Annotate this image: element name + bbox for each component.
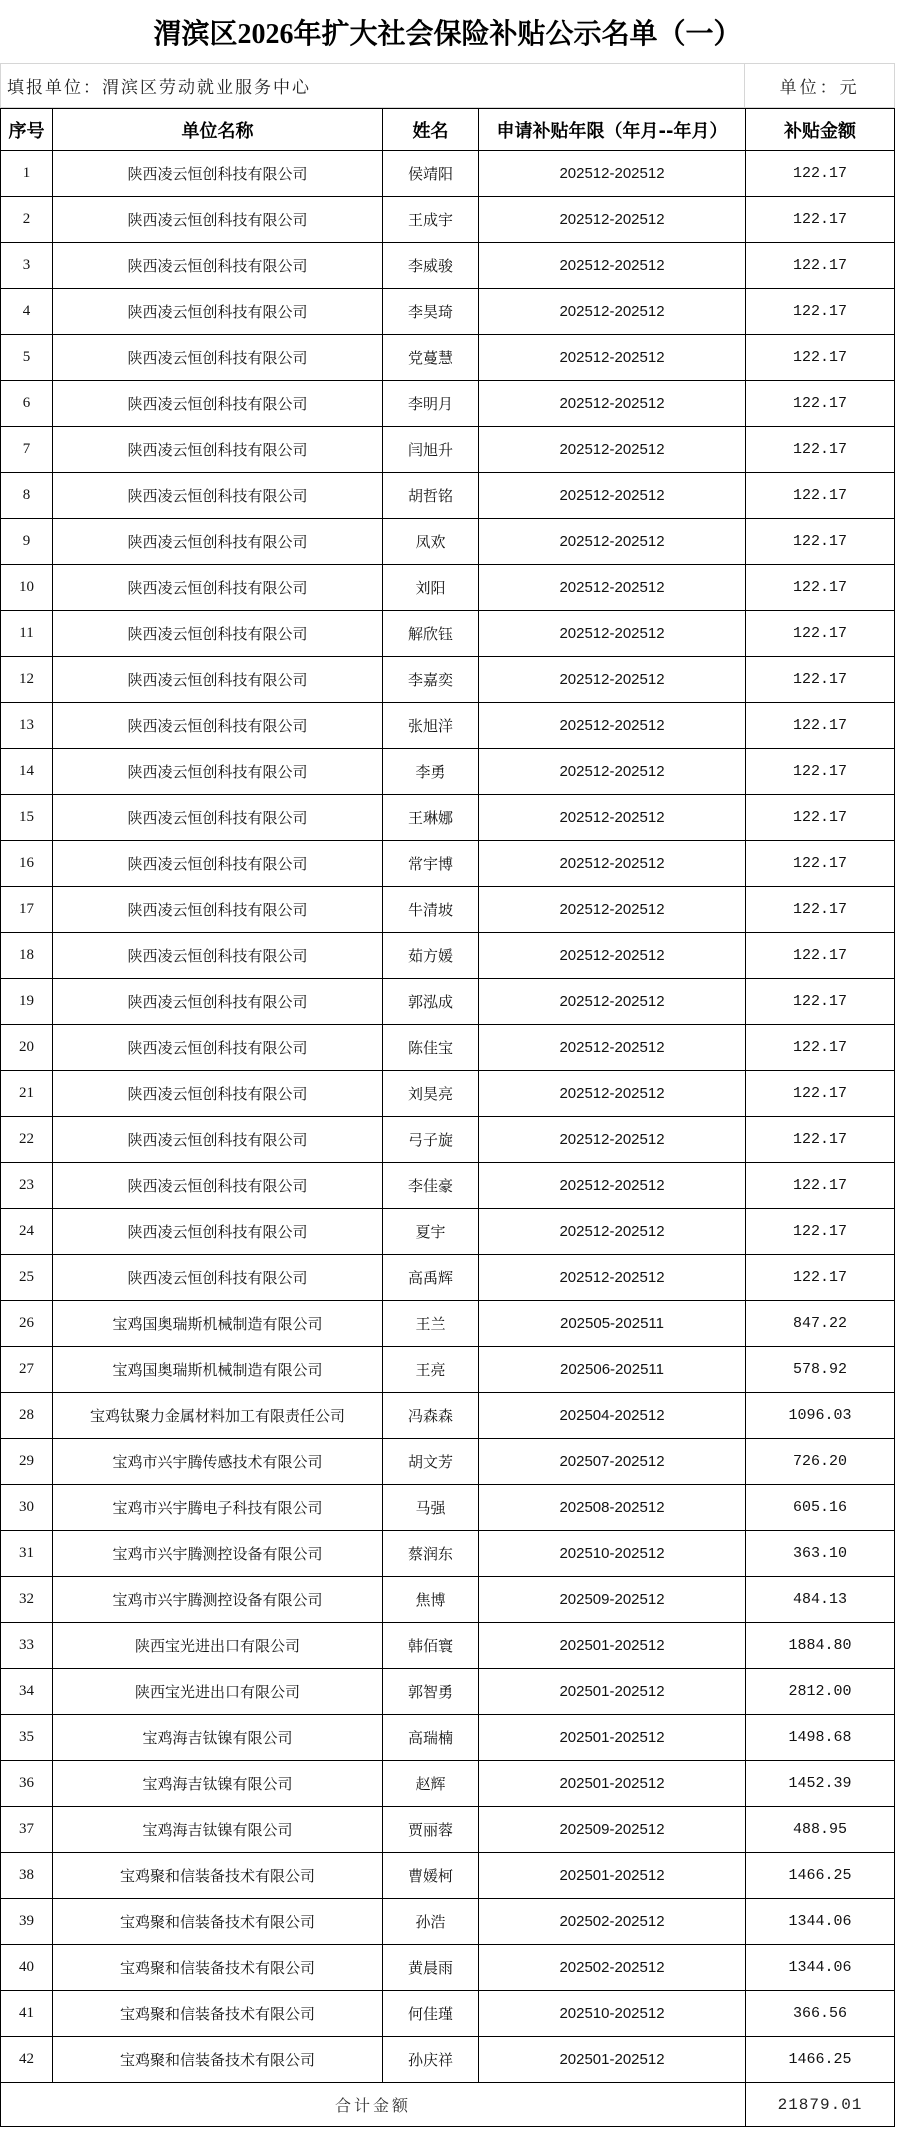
row-number: 32 (1, 1577, 53, 1623)
subsidy-amount: 122.17 (746, 703, 895, 749)
subsidy-amount: 122.17 (746, 1071, 895, 1117)
company-name: 陕西凌云恒创科技有限公司 (53, 565, 383, 611)
total-label: 合计金额 (1, 2083, 746, 2127)
table-row (1, 1669, 895, 1715)
subsidy-amount: 122.17 (746, 1025, 895, 1071)
subsidy-amount: 1452.39 (746, 1761, 895, 1807)
subsidy-period: 202512-202512 (479, 473, 746, 519)
table-row (1, 1209, 895, 1255)
person-name: 高瑞楠 (383, 1715, 479, 1761)
subsidy-period: 202501-202512 (479, 1669, 746, 1715)
subsidy-amount: 122.17 (746, 1209, 895, 1255)
subsidy-period: 202510-202512 (479, 1991, 746, 2037)
total-row (1, 2083, 895, 2127)
subsidy-period: 202512-202512 (479, 887, 746, 933)
person-name: 冯森森 (383, 1393, 479, 1439)
subsidy-period: 202502-202512 (479, 1945, 746, 1991)
company-name: 宝鸡国奥瑞斯机械制造有限公司 (53, 1347, 383, 1393)
subsidy-amount: 122.17 (746, 519, 895, 565)
currency-unit: 单位：元 (745, 64, 895, 108)
table-row (1, 1945, 895, 1991)
company-name: 陕西凌云恒创科技有限公司 (53, 151, 383, 197)
subsidy-amount: 122.17 (746, 933, 895, 979)
subsidy-amount: 1498.68 (746, 1715, 895, 1761)
table-row (1, 197, 895, 243)
person-name: 刘昊亮 (383, 1071, 479, 1117)
table-row (1, 2037, 895, 2083)
total-amount: 21879.01 (746, 2083, 895, 2127)
table-row (1, 749, 895, 795)
company-name: 宝鸡聚和信装备技术有限公司 (53, 1853, 383, 1899)
subsidy-amount: 122.17 (746, 243, 895, 289)
table-row (1, 1853, 895, 1899)
person-name: 高禹辉 (383, 1255, 479, 1301)
subsidy-period: 202502-202512 (479, 1899, 746, 1945)
subsidy-amount: 847.22 (746, 1301, 895, 1347)
table-row (1, 933, 895, 979)
table-row (1, 1163, 895, 1209)
row-number: 39 (1, 1899, 53, 1945)
person-name: 王成宇 (383, 197, 479, 243)
person-name: 王亮 (383, 1347, 479, 1393)
header-person-name: 姓名 (383, 109, 479, 151)
row-number: 4 (1, 289, 53, 335)
row-number: 34 (1, 1669, 53, 1715)
table-row (1, 1071, 895, 1117)
company-name: 宝鸡海吉钛镍有限公司 (53, 1715, 383, 1761)
table-row (1, 1807, 895, 1853)
subsidy-period: 202512-202512 (479, 657, 746, 703)
subsidy-amount: 122.17 (746, 335, 895, 381)
info-row (0, 64, 895, 108)
subsidy-period: 202512-202512 (479, 519, 746, 565)
row-number: 8 (1, 473, 53, 519)
subsidy-period: 202509-202512 (479, 1807, 746, 1853)
table-row (1, 887, 895, 933)
row-number: 28 (1, 1393, 53, 1439)
person-name: 韩佰寰 (383, 1623, 479, 1669)
subsidy-amount: 122.17 (746, 289, 895, 335)
reporting-unit: 填报单位：渭滨区劳动就业服务中心 (1, 64, 745, 108)
subsidy-period: 202512-202512 (479, 1163, 746, 1209)
company-name: 陕西凌云恒创科技有限公司 (53, 243, 383, 289)
row-number: 27 (1, 1347, 53, 1393)
table-body (1, 151, 895, 2083)
table-row (1, 151, 895, 197)
person-name: 常宇博 (383, 841, 479, 887)
table-row (1, 611, 895, 657)
company-name: 陕西宝光进出口有限公司 (53, 1623, 383, 1669)
row-number: 37 (1, 1807, 53, 1853)
header-subsidy-amount: 补贴金额 (746, 109, 895, 151)
row-number: 23 (1, 1163, 53, 1209)
person-name: 李佳豪 (383, 1163, 479, 1209)
person-name: 郭泓成 (383, 979, 479, 1025)
row-number: 17 (1, 887, 53, 933)
company-name: 陕西凌云恒创科技有限公司 (53, 289, 383, 335)
subsidy-amount: 488.95 (746, 1807, 895, 1853)
table-row (1, 1485, 895, 1531)
subsidy-amount: 122.17 (746, 197, 895, 243)
subsidy-amount: 484.13 (746, 1577, 895, 1623)
person-name: 王琳娜 (383, 795, 479, 841)
table-row (1, 335, 895, 381)
person-name: 胡哲铭 (383, 473, 479, 519)
subsidy-period: 202512-202512 (479, 197, 746, 243)
table-row (1, 289, 895, 335)
subsidy-amount: 122.17 (746, 979, 895, 1025)
person-name: 凤欢 (383, 519, 479, 565)
row-number: 40 (1, 1945, 53, 1991)
subsidy-amount: 1884.80 (746, 1623, 895, 1669)
subsidy-amount: 122.17 (746, 565, 895, 611)
subsidy-period: 202512-202512 (479, 1255, 746, 1301)
company-name: 陕西凌云恒创科技有限公司 (53, 841, 383, 887)
company-name: 陕西宝光进出口有限公司 (53, 1669, 383, 1715)
person-name: 孙庆祥 (383, 2037, 479, 2083)
person-name: 蔡润东 (383, 1531, 479, 1577)
subsidy-period: 202512-202512 (479, 979, 746, 1025)
subsidy-period: 202512-202512 (479, 565, 746, 611)
company-name: 陕西凌云恒创科技有限公司 (53, 473, 383, 519)
table-row (1, 1623, 895, 1669)
row-number: 26 (1, 1301, 53, 1347)
row-number: 42 (1, 2037, 53, 2083)
subsidy-amount: 366.56 (746, 1991, 895, 2037)
row-number: 7 (1, 427, 53, 473)
subsidy-period: 202501-202512 (479, 1853, 746, 1899)
person-name: 解欣钰 (383, 611, 479, 657)
table-row (1, 1715, 895, 1761)
header-company-name: 单位名称 (53, 109, 383, 151)
subsidy-amount: 1466.25 (746, 2037, 895, 2083)
person-name: 贾丽蓉 (383, 1807, 479, 1853)
subsidy-amount: 1096.03 (746, 1393, 895, 1439)
person-name: 王兰 (383, 1301, 479, 1347)
row-number: 12 (1, 657, 53, 703)
row-number: 36 (1, 1761, 53, 1807)
table-row (1, 243, 895, 289)
row-number: 33 (1, 1623, 53, 1669)
subsidy-period: 202501-202512 (479, 1715, 746, 1761)
table-row (1, 1899, 895, 1945)
subsidy-amount: 1344.06 (746, 1899, 895, 1945)
table-row (1, 1393, 895, 1439)
row-number: 25 (1, 1255, 53, 1301)
subsidy-period: 202501-202512 (479, 1761, 746, 1807)
table-row (1, 1577, 895, 1623)
subsidy-period: 202512-202512 (479, 335, 746, 381)
row-number: 22 (1, 1117, 53, 1163)
subsidy-period: 202512-202512 (479, 243, 746, 289)
person-name: 李勇 (383, 749, 479, 795)
row-number: 5 (1, 335, 53, 381)
person-name: 孙浩 (383, 1899, 479, 1945)
row-number: 19 (1, 979, 53, 1025)
person-name: 张旭洋 (383, 703, 479, 749)
person-name: 李明月 (383, 381, 479, 427)
row-number: 38 (1, 1853, 53, 1899)
table-row (1, 979, 895, 1025)
table-row (1, 427, 895, 473)
table-row (1, 795, 895, 841)
table-row (1, 1761, 895, 1807)
subsidy-period: 202512-202512 (479, 933, 746, 979)
table-row (1, 1025, 895, 1071)
subsidy-amount: 1466.25 (746, 1853, 895, 1899)
company-name: 宝鸡市兴宇腾测控设备有限公司 (53, 1577, 383, 1623)
header-subsidy-period: 申请补贴年限（年月--年月） (479, 109, 746, 151)
subsidy-amount: 122.17 (746, 427, 895, 473)
subsidy-amount: 122.17 (746, 1117, 895, 1163)
row-number: 29 (1, 1439, 53, 1485)
subsidy-period: 202512-202512 (479, 381, 746, 427)
table-row (1, 1991, 895, 2037)
subsidy-amount: 122.17 (746, 887, 895, 933)
subsidy-amount: 1344.06 (746, 1945, 895, 1991)
subsidy-period: 202512-202512 (479, 749, 746, 795)
person-name: 焦博 (383, 1577, 479, 1623)
subsidy-period: 202512-202512 (479, 841, 746, 887)
person-name: 闫旭升 (383, 427, 479, 473)
table-row (1, 657, 895, 703)
company-name: 陕西凌云恒创科技有限公司 (53, 703, 383, 749)
table-header-row (1, 109, 895, 151)
person-name: 李威骏 (383, 243, 479, 289)
company-name: 陕西凌云恒创科技有限公司 (53, 427, 383, 473)
subsidy-period: 202512-202512 (479, 611, 746, 657)
subsidy-amount: 363.10 (746, 1531, 895, 1577)
company-name: 宝鸡海吉钛镍有限公司 (53, 1761, 383, 1807)
company-name: 陕西凌云恒创科技有限公司 (53, 979, 383, 1025)
person-name: 何佳瑾 (383, 1991, 479, 2037)
row-number: 21 (1, 1071, 53, 1117)
subsidy-period: 202506-202511 (479, 1347, 746, 1393)
subsidy-table (0, 108, 895, 2127)
company-name: 陕西凌云恒创科技有限公司 (53, 381, 383, 427)
row-number: 10 (1, 565, 53, 611)
row-number: 2 (1, 197, 53, 243)
subsidy-period: 202508-202512 (479, 1485, 746, 1531)
subsidy-amount: 122.17 (746, 657, 895, 703)
row-number: 13 (1, 703, 53, 749)
subsidy-period: 202505-202511 (479, 1301, 746, 1347)
company-name: 宝鸡聚和信装备技术有限公司 (53, 1945, 383, 1991)
company-name: 陕西凌云恒创科技有限公司 (53, 1209, 383, 1255)
subsidy-amount: 122.17 (746, 841, 895, 887)
company-name: 宝鸡钛聚力金属材料加工有限责任公司 (53, 1393, 383, 1439)
company-name: 陕西凌云恒创科技有限公司 (53, 795, 383, 841)
subsidy-amount: 122.17 (746, 151, 895, 197)
subsidy-amount: 122.17 (746, 381, 895, 427)
person-name: 郭智勇 (383, 1669, 479, 1715)
document-title: 渭滨区2026年扩大社会保险补贴公示名单（一） (0, 0, 895, 64)
row-number: 6 (1, 381, 53, 427)
table-row (1, 1255, 895, 1301)
company-name: 陕西凌云恒创科技有限公司 (53, 1255, 383, 1301)
table-row (1, 1439, 895, 1485)
table-row (1, 381, 895, 427)
person-name: 茹方媛 (383, 933, 479, 979)
subsidy-period: 202512-202512 (479, 703, 746, 749)
subsidy-amount: 122.17 (746, 611, 895, 657)
table-row (1, 1301, 895, 1347)
person-name: 侯靖阳 (383, 151, 479, 197)
subsidy-period: 202507-202512 (479, 1439, 746, 1485)
row-number: 1 (1, 151, 53, 197)
header-row-number: 序号 (1, 109, 53, 151)
person-name: 黄晨雨 (383, 1945, 479, 1991)
company-name: 宝鸡聚和信装备技术有限公司 (53, 1991, 383, 2037)
person-name: 李嘉奕 (383, 657, 479, 703)
subsidy-period: 202504-202512 (479, 1393, 746, 1439)
subsidy-period: 202512-202512 (479, 1025, 746, 1071)
person-name: 牛清坡 (383, 887, 479, 933)
company-name: 陕西凌云恒创科技有限公司 (53, 611, 383, 657)
subsidy-period: 202501-202512 (479, 1623, 746, 1669)
table-row (1, 841, 895, 887)
row-number: 35 (1, 1715, 53, 1761)
company-name: 陕西凌云恒创科技有限公司 (53, 657, 383, 703)
subsidy-period: 202510-202512 (479, 1531, 746, 1577)
person-name: 夏宇 (383, 1209, 479, 1255)
company-name: 陕西凌云恒创科技有限公司 (53, 1163, 383, 1209)
table-row (1, 519, 895, 565)
person-name: 李昊琦 (383, 289, 479, 335)
row-number: 31 (1, 1531, 53, 1577)
subsidy-amount: 122.17 (746, 795, 895, 841)
subsidy-period: 202512-202512 (479, 1209, 746, 1255)
person-name: 刘阳 (383, 565, 479, 611)
person-name: 弓子旋 (383, 1117, 479, 1163)
company-name: 宝鸡市兴宇腾电子科技有限公司 (53, 1485, 383, 1531)
company-name: 宝鸡国奥瑞斯机械制造有限公司 (53, 1301, 383, 1347)
subsidy-period: 202512-202512 (479, 1071, 746, 1117)
company-name: 陕西凌云恒创科技有限公司 (53, 749, 383, 795)
subsidy-period: 202512-202512 (479, 289, 746, 335)
row-number: 11 (1, 611, 53, 657)
row-number: 18 (1, 933, 53, 979)
table-row (1, 703, 895, 749)
subsidy-period: 202512-202512 (479, 1117, 746, 1163)
company-name: 宝鸡海吉钛镍有限公司 (53, 1807, 383, 1853)
table-row (1, 1347, 895, 1393)
subsidy-period: 202501-202512 (479, 2037, 746, 2083)
person-name: 党蔓慧 (383, 335, 479, 381)
subsidy-amount: 122.17 (746, 1163, 895, 1209)
table-row (1, 1117, 895, 1163)
company-name: 陕西凌云恒创科技有限公司 (53, 335, 383, 381)
table-row (1, 473, 895, 519)
company-name: 陕西凌云恒创科技有限公司 (53, 197, 383, 243)
person-name: 曹媛柯 (383, 1853, 479, 1899)
company-name: 陕西凌云恒创科技有限公司 (53, 519, 383, 565)
subsidy-amount: 726.20 (746, 1439, 895, 1485)
person-name: 马强 (383, 1485, 479, 1531)
subsidy-amount: 122.17 (746, 1255, 895, 1301)
row-number: 24 (1, 1209, 53, 1255)
row-number: 30 (1, 1485, 53, 1531)
row-number: 20 (1, 1025, 53, 1071)
row-number: 41 (1, 1991, 53, 2037)
row-number: 14 (1, 749, 53, 795)
subsidy-period: 202509-202512 (479, 1577, 746, 1623)
company-name: 宝鸡市兴宇腾传感技术有限公司 (53, 1439, 383, 1485)
subsidy-period: 202512-202512 (479, 151, 746, 197)
company-name: 宝鸡市兴宇腾测控设备有限公司 (53, 1531, 383, 1577)
row-number: 16 (1, 841, 53, 887)
table-row (1, 565, 895, 611)
row-number: 15 (1, 795, 53, 841)
company-name: 宝鸡聚和信装备技术有限公司 (53, 1899, 383, 1945)
table-row (1, 1531, 895, 1577)
company-name: 陕西凌云恒创科技有限公司 (53, 933, 383, 979)
subsidy-amount: 605.16 (746, 1485, 895, 1531)
company-name: 陕西凌云恒创科技有限公司 (53, 887, 383, 933)
row-number: 3 (1, 243, 53, 289)
subsidy-amount: 122.17 (746, 749, 895, 795)
subsidy-amount: 2812.00 (746, 1669, 895, 1715)
company-name: 陕西凌云恒创科技有限公司 (53, 1117, 383, 1163)
subsidy-period: 202512-202512 (479, 427, 746, 473)
company-name: 宝鸡聚和信装备技术有限公司 (53, 2037, 383, 2083)
person-name: 赵辉 (383, 1761, 479, 1807)
person-name: 胡文芳 (383, 1439, 479, 1485)
person-name: 陈佳宝 (383, 1025, 479, 1071)
subsidy-amount: 122.17 (746, 473, 895, 519)
row-number: 9 (1, 519, 53, 565)
company-name: 陕西凌云恒创科技有限公司 (53, 1025, 383, 1071)
subsidy-period: 202512-202512 (479, 795, 746, 841)
company-name: 陕西凌云恒创科技有限公司 (53, 1071, 383, 1117)
subsidy-amount: 578.92 (746, 1347, 895, 1393)
